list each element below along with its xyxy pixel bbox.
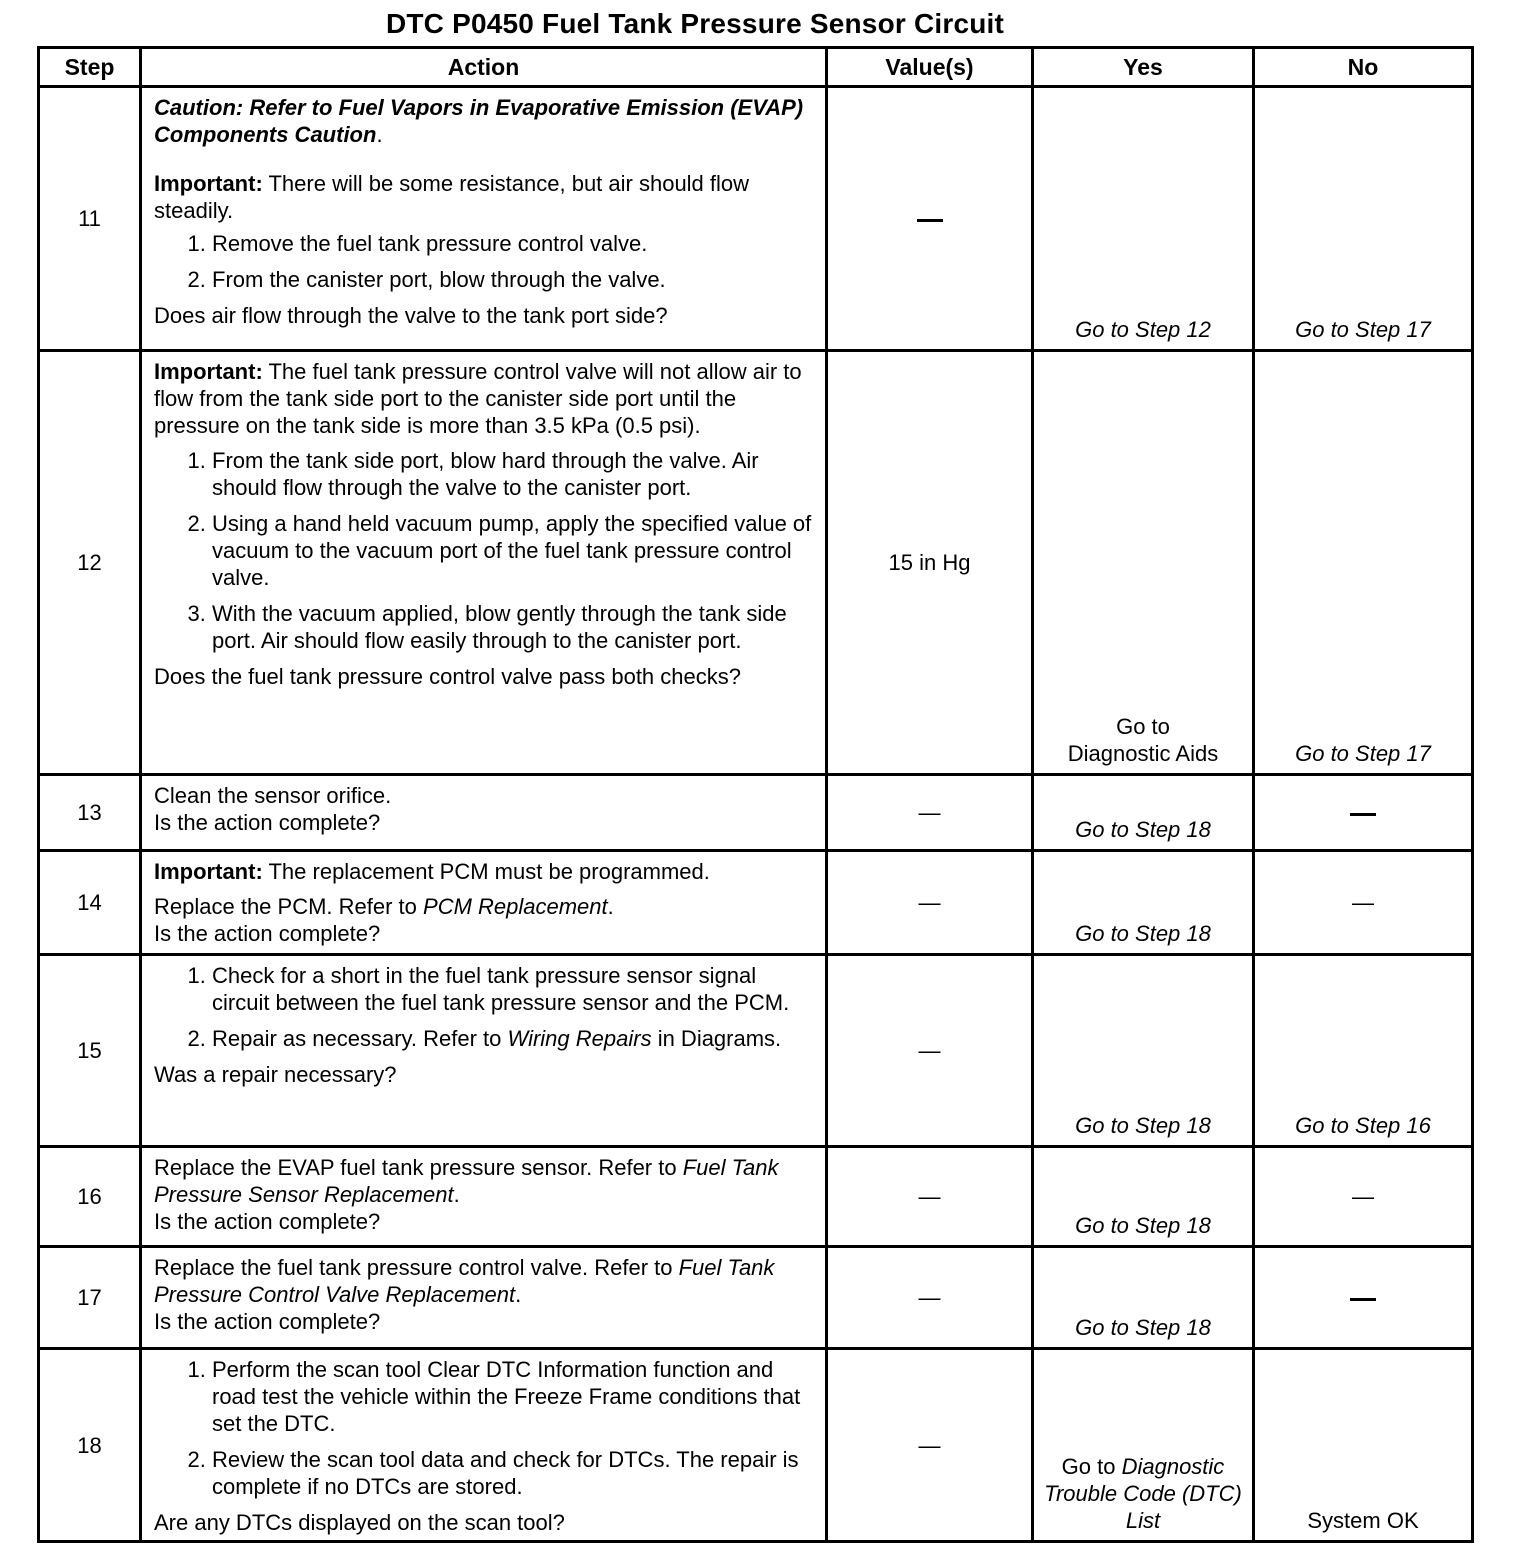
dash-mark [917,219,943,222]
table-row-step-15 [39,955,1473,1147]
important-text: There will be some resistance, but air should flow steadily. [154,171,750,223]
table-row-step-12 [39,351,1473,775]
no-cell [1254,775,1473,851]
step-number: 15 [39,955,141,1147]
yes-cell [1033,1349,1254,1542]
step-number: 18 [39,1349,141,1542]
value-cell: — [827,851,1033,955]
caution-text: Caution: Refer to Fuel Vapors in Evaporative Emission (EVAP) Components Caution [154,95,804,147]
table-row-step-18 [39,1349,1473,1542]
list-item: 1. Check for a short in the fuel tank pressure sensor signal circuit between the fuel tank pressure sensor and the PCM. [212,962,815,1016]
value-cell: — [827,1247,1033,1349]
reference-link: PCM Replacement [423,894,608,919]
dash-mark [1350,1298,1376,1301]
step-number: 14 [39,851,141,955]
header-row [39,48,1473,87]
yes-cell: Go to Step 18 [1033,955,1254,1147]
action-text: Clean the sensor orifice. [154,783,392,808]
action-cell [141,351,827,775]
action-end: . [515,1282,522,1307]
no-cell: — [1254,1147,1473,1247]
action-cell [141,851,827,955]
yes-cell [1033,351,1254,775]
yes-cell: Go to Step 18 [1033,775,1254,851]
yes-cell: Go to Step 18 [1033,851,1254,955]
list-item: 2. From the canister port, blow through the valve. [212,266,815,293]
important-label: Important: [154,859,263,884]
header-no: No [1254,48,1473,87]
action-cell [141,1147,827,1247]
item-text: in Diagrams. [651,1026,782,1051]
step-number: 13 [39,775,141,851]
question-text: Is the action complete? [154,921,381,946]
diagnostic-table [37,46,1474,1543]
action-cell [141,955,827,1147]
list-item [212,1025,815,1052]
value-cell [827,87,1033,351]
header-action: Action [141,48,827,87]
step-number: 12 [39,351,141,775]
question-text: Is the action complete? [154,810,381,835]
step-number: 16 [39,1147,141,1247]
no-cell [1254,1349,1473,1542]
action-cell [141,1349,827,1542]
value-cell: — [827,1147,1033,1247]
action-end: . [607,894,614,919]
action-cell [141,87,827,351]
question-text: Does the fuel tank pressure control valve pass both checks? [154,664,741,689]
list-item: 1. Remove the fuel tank pressure control valve. [212,230,815,257]
list-item: 2. Review the scan tool data and check for DTCs. The repair is complete if no DTCs are stored. [212,1446,815,1500]
caution-end: . [376,122,383,147]
yes-text: Go to [1061,1454,1122,1479]
header-yes: Yes [1033,48,1254,87]
header-step: Step [39,48,141,87]
no-cell: Go to Step 17 [1254,87,1473,351]
reference-link: Diagnostic Trouble Code (DTC) List [1044,1454,1242,1533]
yes-line: Diagnostic Aids [1067,741,1219,766]
question-text: Are any DTCs displayed on the scan tool? [154,1510,565,1535]
yes-cell: Go to Step 18 [1033,1247,1254,1349]
yes-line: Go to [1116,714,1170,739]
question-text: Is the action complete? [154,1209,381,1234]
list-item: 1. From the tank side port, blow hard through the valve. Air should flow through the valve to the canister port. [212,447,815,501]
list-item: 3. With the vacuum applied, blow gently through the tank side port. Air should flow easily through to the canister port. [212,600,815,654]
item-text: Repair as necessary. Refer to [212,1026,508,1051]
yes-cell: Go to Step 12 [1033,87,1254,351]
no-cell [1254,1247,1473,1349]
value-cell: — [827,955,1033,1147]
header-values: Value(s) [827,48,1033,87]
no-text: System OK [1307,1508,1419,1533]
important-text: The replacement PCM must be programmed. [262,859,710,884]
document-title: DTC P0450 Fuel Tank Pressure Sensor Circuit [385,8,1005,39]
important-text: The fuel tank pressure control valve will not allow air to flow from the tank side port to the canister side port until the pressure on the tank side is more than 3.5 kPa (0.5 psi). [154,359,802,438]
yes-cell: Go to Step 18 [1033,1147,1254,1247]
no-cell: Go to Step 16 [1254,955,1473,1147]
step-number: 17 [39,1247,141,1349]
value-cell: 15 in Hg [827,351,1033,775]
table-row-step-13 [39,775,1473,851]
no-cell: — [1254,851,1473,955]
question-text: Is the action complete? [154,1309,381,1334]
list-item: 2. Using a hand held vacuum pump, apply the specified value of vacuum to the vacuum port of the fuel tank pressure control valve. [212,510,815,591]
reference-link: Fuel Tank Pressure Sensor Replacement [154,1155,779,1207]
table-row-step-16 [39,1147,1473,1247]
table-row-step-14 [39,851,1473,955]
question-text: Does air flow through the valve to the tank port side? [154,303,668,328]
action-cell [141,775,827,851]
action-end: . [453,1182,460,1207]
action-text: Replace the PCM. Refer to [154,894,424,919]
step-number: 11 [39,87,141,351]
action-text: Replace the EVAP fuel tank pressure sensor. Refer to [154,1155,683,1180]
important-label: Important: [154,171,263,196]
action-text: Replace the fuel tank pressure control valve. Refer to [154,1255,679,1280]
reference-link: Wiring Repairs [507,1026,652,1051]
reference-link: Fuel Tank Pressure Control Valve Replacement [154,1255,775,1307]
table-row-step-17 [39,1247,1473,1349]
value-cell: — [827,775,1033,851]
value-cell: — [827,1349,1033,1542]
important-label: Important: [154,359,263,384]
question-text: Was a repair necessary? [154,1062,397,1087]
table-row-step-11 [39,87,1473,351]
list-item: 1. Perform the scan tool Clear DTC Information function and road test the vehicle within the Freeze Frame conditions that set the DTC. [212,1356,815,1437]
dash-mark [1350,813,1376,816]
no-cell: Go to Step 17 [1254,351,1473,775]
action-cell [141,1247,827,1349]
